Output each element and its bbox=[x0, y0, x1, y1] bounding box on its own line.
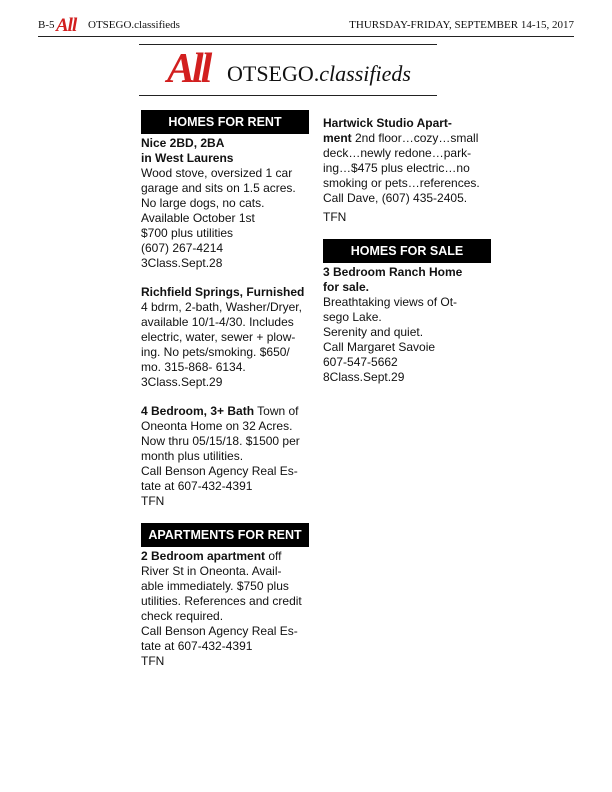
ad-line: 3Class.Sept.29 bbox=[141, 375, 223, 389]
homes-for-rent-header: HOMES FOR RENT bbox=[141, 110, 309, 134]
ad-line: deck…newly redone…park- bbox=[323, 146, 472, 160]
ad-title: Richfield Springs, Furnished bbox=[141, 285, 305, 299]
ad-line: Serenity and quiet. bbox=[323, 325, 424, 339]
ad-line: Oneonta Home on 32 Acres. bbox=[141, 419, 293, 433]
ad-richfield-springs bbox=[141, 285, 309, 390]
ad-line: 4 bdrm, 2-bath, Washer/Dryer, bbox=[141, 300, 302, 314]
ad-line: Now thru 05/15/18. $1500 per bbox=[141, 434, 300, 448]
ad-line: 3Class.Sept.28 bbox=[141, 256, 223, 270]
ad-hartwick-studio bbox=[323, 116, 491, 225]
ad-line: TFN bbox=[141, 654, 165, 668]
ad-line: Available October 1st bbox=[141, 211, 255, 225]
ad-line: TFN bbox=[141, 494, 165, 508]
masthead-logo bbox=[139, 44, 437, 96]
ad-line: Breathtaking views of Ot- bbox=[323, 295, 458, 309]
ad-line: tate at 607-432-4391 bbox=[141, 639, 253, 653]
ad-line: $700 plus utilities bbox=[141, 226, 234, 240]
publication-date: THURSDAY-FRIDAY, SEPTEMBER 14-15, 2017 bbox=[349, 19, 574, 31]
ad-title: ment bbox=[323, 131, 352, 145]
ad-line: ing…$475 plus electric…no bbox=[323, 161, 470, 175]
ad-line: Town of bbox=[254, 404, 299, 418]
ad-line: ing. No pets/smoking. $650/ bbox=[141, 345, 290, 359]
ad-line: electric, water, sewer + plow- bbox=[141, 330, 296, 344]
header-logo-all: All bbox=[56, 15, 77, 36]
ad-line: mo. 315-868- 6134. bbox=[141, 360, 246, 374]
ad-line: (607) 267-4214 bbox=[141, 241, 224, 255]
ad-tfn: TFN bbox=[323, 210, 347, 224]
ad-title: 4 Bedroom, 3+ Bath bbox=[141, 404, 255, 418]
ad-title: Nice 2BD, 2BA bbox=[141, 136, 225, 150]
left-column bbox=[141, 110, 309, 683]
masthead-logo-all: All bbox=[167, 46, 210, 92]
header-publication-name: OTSEGO.classifieds bbox=[88, 19, 180, 31]
ad-first-line bbox=[141, 549, 309, 564]
ad-title: 2 Bedroom apartment bbox=[141, 549, 266, 563]
ad-line: smoking or pets…references. bbox=[323, 176, 480, 190]
ad-first-line bbox=[141, 404, 309, 419]
ad-line: utilities. References and credit bbox=[141, 594, 302, 608]
page-number: B-5 bbox=[38, 19, 55, 31]
ad-line: 8Class.Sept.29 bbox=[323, 370, 405, 384]
ad-title: Hartwick Studio Apart- bbox=[323, 116, 452, 130]
masthead-otsego: OTSEGO. bbox=[227, 61, 320, 86]
ad-line: Call Benson Agency Real Es- bbox=[141, 464, 298, 478]
ad-west-laurens bbox=[141, 136, 309, 271]
ad-line: 2nd floor…cozy…small bbox=[351, 131, 479, 145]
ad-line: Call Benson Agency Real Es- bbox=[141, 624, 298, 638]
ad-line: month plus utilities. bbox=[141, 449, 244, 463]
ad-line: Call Margaret Savoie bbox=[323, 340, 436, 354]
ad-ranch-home bbox=[323, 265, 491, 385]
ad-line: sego Lake. bbox=[323, 310, 382, 324]
ad-line: 607-547-5662 bbox=[323, 355, 398, 369]
masthead-classifieds: classifieds bbox=[319, 61, 411, 86]
ad-line: Wood stove, oversized 1 car bbox=[141, 166, 293, 180]
ad-first-line bbox=[323, 131, 491, 146]
ad-line: River St in Oneonta. Avail- bbox=[141, 564, 282, 578]
ad-line: able immediately. $750 plus bbox=[141, 579, 289, 593]
ad-line: off bbox=[265, 549, 282, 563]
ad-line: Call Dave, (607) 435-2405. bbox=[323, 191, 468, 205]
ad-line: garage and sits on 1.5 acres. bbox=[141, 181, 296, 195]
ad-title: for sale. bbox=[323, 280, 370, 294]
ad-oneonta-home bbox=[141, 404, 309, 509]
ad-title: in West Laurens bbox=[141, 151, 234, 165]
homes-for-sale-header: HOMES FOR SALE bbox=[323, 239, 491, 263]
ad-title: 3 Bedroom Ranch Home bbox=[323, 265, 463, 279]
ad-line: No large dogs, no cats. bbox=[141, 196, 265, 210]
ad-line: check required. bbox=[141, 609, 224, 623]
ad-oneonta-apartment bbox=[141, 549, 309, 669]
right-column bbox=[323, 110, 491, 399]
apartments-for-rent-header: APARTMENTS FOR RENT bbox=[141, 523, 309, 547]
ad-line: available 10/1-4/30. Includes bbox=[141, 315, 294, 329]
masthead-logo-text bbox=[227, 61, 411, 87]
page-header bbox=[38, 15, 574, 37]
ad-line: tate at 607-432-4391 bbox=[141, 479, 253, 493]
